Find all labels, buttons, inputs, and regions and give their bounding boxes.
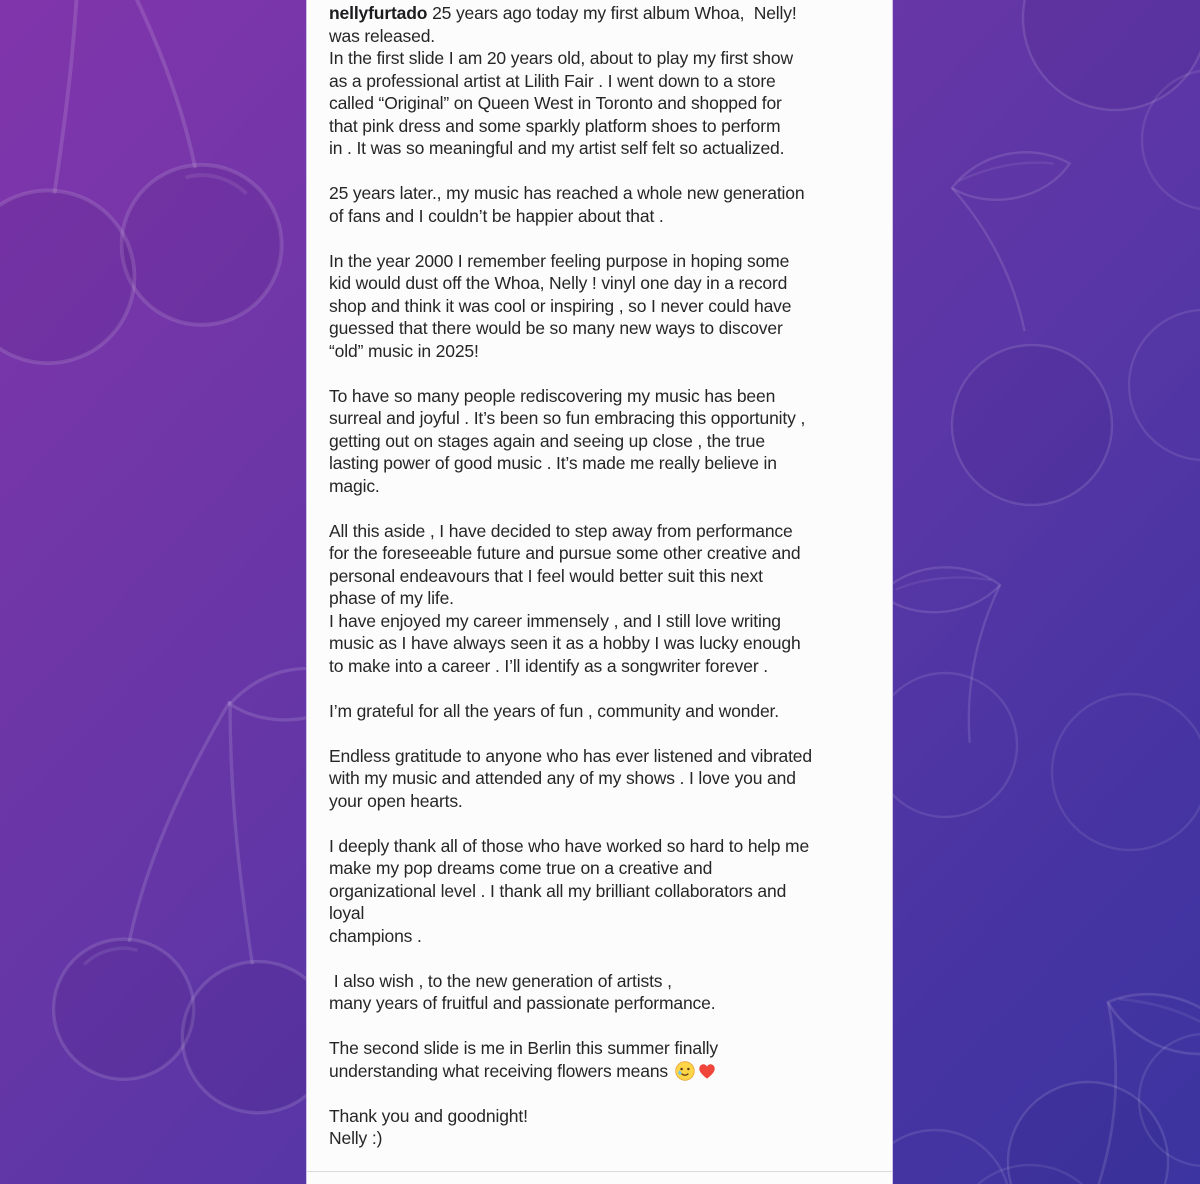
caption-paragraph: Thank you and goodnight! Nelly :) (329, 1105, 528, 1148)
caption-paragraph: All this aside , I have decided to step away from performance for the foreseeable future and pursue some other creative and personal endeavours that I feel would better suit this next phase of my life. I have enjoyed my career immensely , and I still love writing music as I have always seen it as a hobby I was lucky enough to make into a career . I’ll identify as a songwriter forever . (329, 520, 801, 676)
caption-text (307, 0, 892, 1150)
caption-paragraph: I’m grateful for all the years of fun , community and wonder. (329, 700, 779, 721)
caption-bottom-divider (307, 1171, 892, 1172)
username-link[interactable]: nellyfurtado (329, 3, 428, 23)
caption-paragraph: 25 years later., my music has reached a whole new generation of fans and I couldn’t be happier about that . (329, 183, 805, 226)
caption-paragraph: The second slide is me in Berlin this summer finally understanding what receiving flowers means (329, 1038, 719, 1081)
smiling-face-with-tear-emoji (675, 1061, 695, 1081)
post-caption-card (306, 0, 893, 1184)
red-heart-emoji (697, 1061, 717, 1081)
caption-paragraph: nellyfurtado 25 years ago today my first album Whoa, Nelly! was released. In the first slide I am 20 years old, about to play my first show as a professional artist at Lilith Fair . I went down to a store called “Original” on Queen West in Toronto and shopped for that pink dress and some sparkly platform shoes to perform in . It was so meaningful and my artist self felt so actualized. (329, 3, 797, 158)
caption-paragraph: Endless gratitude to anyone who has ever listened and vibrated with my music and attended any of my shows . I love you and your open hearts. (329, 745, 812, 811)
caption-paragraph: To have so many people rediscovering my music has been surreal and joyful . It’s been so fun embracing this opportunity , getting out on stages again and seeing up close , the true lasting power of good music . It’s made me really believe in magic. (329, 385, 806, 496)
caption-paragraph: I deeply thank all of those who have worked so hard to help me make my pop dreams come true on a creative and organizational level . I thank all my brilliant collaborators and loyal champions . (329, 835, 810, 946)
caption-paragraph: In the year 2000 I remember feeling purpose in hoping some kid would dust off the Whoa, Nelly ! vinyl one day in a record shop and think it was cool or inspiring , so I never could have guessed that there would be so many new ways to discover “old” music in 2025! (329, 250, 792, 361)
caption-paragraph: I also wish , to the new generation of artists , many years of fruitful and passionate performance. (329, 970, 716, 1013)
